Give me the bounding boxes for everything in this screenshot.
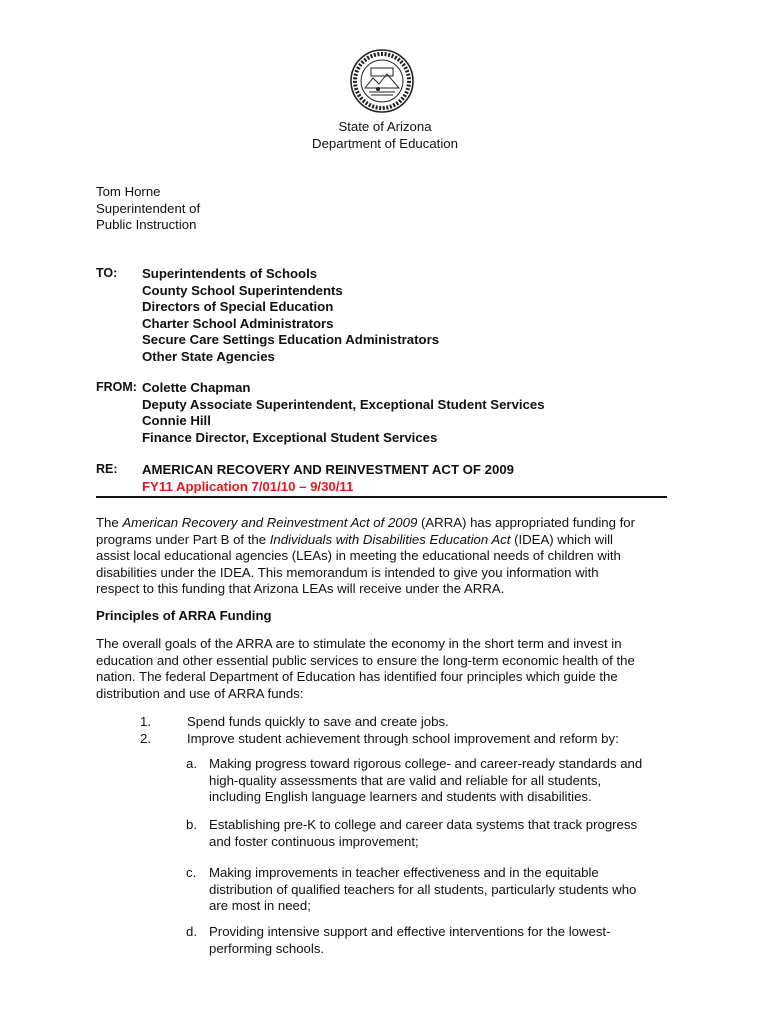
- from-line: Deputy Associate Superintendent, Exceptional Student Services: [142, 396, 545, 412]
- recipient: Other State Agencies: [142, 348, 275, 364]
- recipient: Superintendents of Schools: [142, 266, 318, 281]
- goals-text: nation. The federal Department of Education has identified four principles which guide the: [96, 669, 618, 685]
- intro-text: programs under Part B of the: [96, 531, 270, 547]
- subitem-text: Making improvements in teacher effectiveness and in the equitable: [209, 865, 599, 880]
- from-line: Colette Chapman: [142, 380, 251, 395]
- goals-text: education and other essential public services to ensure the long-term economic health of the: [96, 652, 635, 668]
- intro-text: (ARRA) has appropriated funding for: [417, 515, 636, 530]
- recipient: Directors of Special Education: [142, 299, 334, 315]
- subitem-text: Making progress toward rigorous college- and career-ready standards and: [209, 756, 643, 771]
- re-subtitle: FY11 Application 7/01/10 – 9/30/11: [142, 478, 354, 494]
- principle-text: Improve student achievement through school improvement and reform by:: [187, 731, 619, 746]
- intro-text: disabilities under the IDEA. This memorandum is intended to give you information with: [96, 564, 599, 580]
- principle-number: 2.: [140, 731, 151, 746]
- from-label: FROM:: [96, 380, 137, 394]
- principle-text: Spend funds quickly to save and create jobs.: [187, 714, 449, 729]
- subitem-letter: b.: [186, 817, 197, 832]
- act-name: Individuals with Disabilities Education Act: [269, 531, 511, 547]
- from-line: Connie Hill: [142, 413, 211, 429]
- recipient: Secure Care Settings Education Administrators: [142, 332, 440, 348]
- state-name: State of Arizona: [338, 119, 432, 134]
- intro-text: assist local educational agencies (LEAs) in meeting the educational needs of children with: [96, 548, 621, 564]
- section-heading: Principles of ARRA Funding: [96, 608, 272, 623]
- recipient: Charter School Administrators: [142, 315, 334, 331]
- subitem-text: distribution of qualified teachers for all students, particularly students who: [209, 881, 637, 897]
- principle-number: 1.: [140, 714, 151, 729]
- goals-text: The overall goals of the ARRA are to stimulate the economy in the short term and invest in: [96, 636, 622, 651]
- subitem-text: Providing intensive support and effective interventions for the lowest-: [209, 924, 611, 939]
- sender-title-line2: Public Instruction: [96, 217, 197, 232]
- subitem-letter: d.: [186, 924, 197, 939]
- intro-paragraph: [96, 515, 668, 598]
- subitem-text: performing schools.: [209, 940, 325, 956]
- act-name: American Recovery and Reinvestment Act of 2009: [122, 515, 418, 530]
- intro-text: respect to this funding that Arizona LEAs will receive under the ARRA.: [96, 581, 505, 597]
- goals-text: distribution and use of ARRA funds:: [96, 685, 304, 701]
- re-title: AMERICAN RECOVERY AND REINVESTMENT ACT OF 2009: [142, 462, 514, 477]
- subitem-text: Establishing pre-K to college and career data systems that track progress: [209, 817, 638, 832]
- subitem-letter: c.: [186, 865, 197, 880]
- department-name: Department of Education: [312, 136, 458, 151]
- arizona-state-seal-icon: [349, 48, 415, 114]
- header-divider: [96, 496, 667, 498]
- subitem-text: including English language learners and students with disabilities.: [209, 789, 592, 805]
- sender-name: Tom Horne: [96, 184, 161, 199]
- re-label: RE:: [96, 462, 118, 476]
- subitem-text: high-quality assessments that are valid and reliable for all students,: [209, 772, 602, 788]
- from-line: Finance Director, Exceptional Student Services: [142, 429, 438, 445]
- recipient: County School Superintendents: [142, 282, 343, 298]
- subitem-text: and foster continuous improvement;: [209, 833, 419, 849]
- sender-block: [96, 184, 200, 234]
- goals-paragraph: [96, 636, 668, 702]
- sender-title-line1: Superintendent of: [96, 200, 201, 216]
- subitem-letter: a.: [186, 756, 197, 771]
- to-label: TO:: [96, 266, 118, 280]
- intro-text: The: [96, 515, 123, 530]
- intro-text: (IDEA) which will: [510, 531, 613, 547]
- subitem-text: are most in need;: [209, 898, 311, 914]
